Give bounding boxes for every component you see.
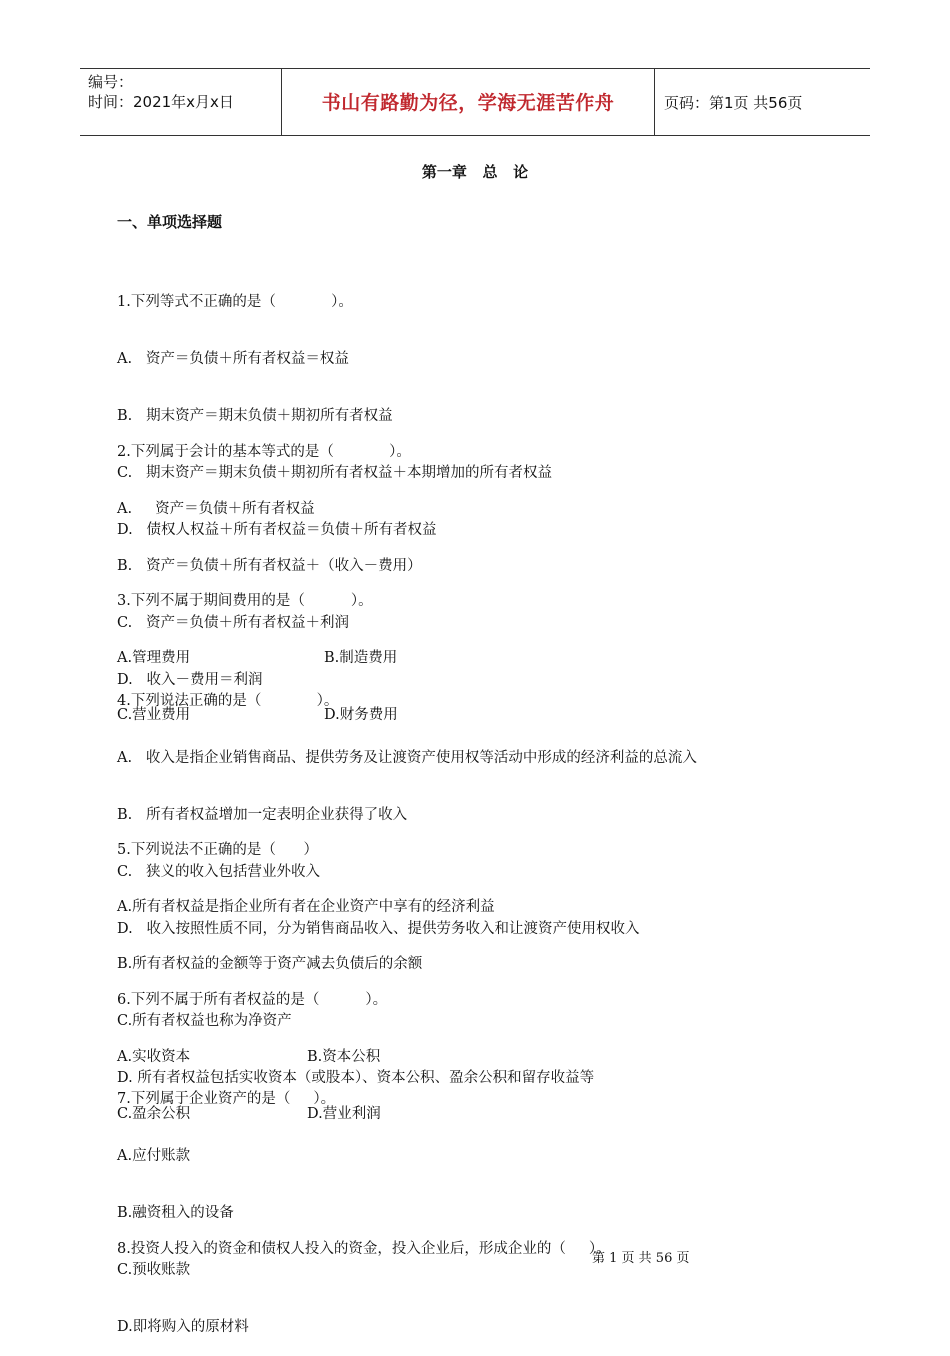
option-d: D. 债权人权益＋所有者权益＝负债＋所有者权益 xyxy=(117,522,437,538)
question-8 xyxy=(117,1205,611,1278)
question-stem: 5.下列说法不正确的是（ ） xyxy=(117,842,318,858)
option-a: A. 资产＝负债＋所有者权益＝权益 xyxy=(117,351,349,367)
option-b: B.资本公积 xyxy=(307,1049,381,1065)
option-a: A.应付账款 xyxy=(117,1148,191,1164)
option-d: D.营业利润 xyxy=(307,1106,381,1122)
option-b: B.制造费用 xyxy=(324,650,398,666)
option-a: A.实收资本 xyxy=(117,1049,191,1065)
option-a: A. 资产＝负债＋所有者权益 xyxy=(117,501,315,517)
header-number: 编号： xyxy=(88,73,134,91)
option-b: B.融资租入的设备 xyxy=(117,1205,234,1221)
option-a: A.所有者权益是指企业所有者在企业资产中享有的经济利益 xyxy=(117,899,495,915)
question-stem: 4.下列说法正确的是（ ）。 xyxy=(117,693,339,709)
question-stem: 2.下列属于会计的基本等式的是（ ）。 xyxy=(117,444,411,460)
header-top-border xyxy=(80,68,870,69)
header-bottom-border xyxy=(80,135,870,136)
option-c: C.盈余公积 xyxy=(117,1106,191,1122)
question-stem: 8.投资人投入的资金和债权人投入的资金，投入企业后，形成企业的（ ）。 xyxy=(117,1241,611,1257)
option-a: A. 收入是指企业销售商品、提供劳务及让渡资产使用权等活动中形成的经济利益的总流入 xyxy=(117,750,697,766)
option-c: C. 狭义的收入包括营业外收入 xyxy=(117,864,321,880)
option-b: B. 所有者权益增加一定表明企业获得了收入 xyxy=(117,807,408,823)
option-a: A.管理费用 xyxy=(117,650,191,666)
header-meta xyxy=(88,72,234,112)
option-d: D.财务费用 xyxy=(324,707,398,723)
question-stem: 3.下列不属于期间费用的是（ ）。 xyxy=(117,593,373,609)
option-c: C.预收账款 xyxy=(117,1262,191,1278)
option-b: B. 资产＝负债＋所有者权益＋（收入－费用） xyxy=(117,558,422,574)
option-d: D.即将购入的原材料 xyxy=(117,1319,249,1335)
header-motto: 书山有路勤为径，学海无涯苦作舟 xyxy=(321,92,615,114)
option-c: C. 资产＝负债＋所有者权益＋利润 xyxy=(117,615,350,631)
option-d: D. 所有者权益包括实收资本（或股本）、资本公积、盈余公积和留存收益等 xyxy=(117,1070,595,1086)
question-stem: 7.下列属于企业资产的是（ ）。 xyxy=(117,1091,336,1107)
option-c: C.营业费用 xyxy=(117,707,191,723)
header-divider-right xyxy=(654,69,655,135)
option-d: D. 收入按照性质不同，分为销售商品收入、提供劳务收入和让渡资产使用权收入 xyxy=(117,921,640,937)
header-page-info: 页码：第1页 共56页 xyxy=(664,94,803,112)
option-b: B. 期末资产＝期末负债＋期初所有者权益 xyxy=(117,408,393,424)
question-stem: 1.下列等式不正确的是（ ）。 xyxy=(117,294,353,310)
chapter-title: 第一章 总 论 xyxy=(421,163,529,181)
section-title: 一、单项选择题 xyxy=(117,213,223,231)
question-stem: 6.下列不属于所有者权益的是（ ）。 xyxy=(117,992,388,1008)
option-b: B.所有者权益的金额等于资产减去负债后的余额 xyxy=(117,956,423,972)
option-c: C.所有者权益也称为净资产 xyxy=(117,1013,292,1029)
header-time: 时间：2021年x月x日 xyxy=(88,93,234,111)
option-d: D. 收入－费用＝利润 xyxy=(117,672,263,688)
option-c: C. 期末资产＝期末负债＋期初所有者权益＋本期增加的所有者权益 xyxy=(117,465,553,481)
page-footer: 第 1 页 共 56 页 xyxy=(592,1251,690,1266)
